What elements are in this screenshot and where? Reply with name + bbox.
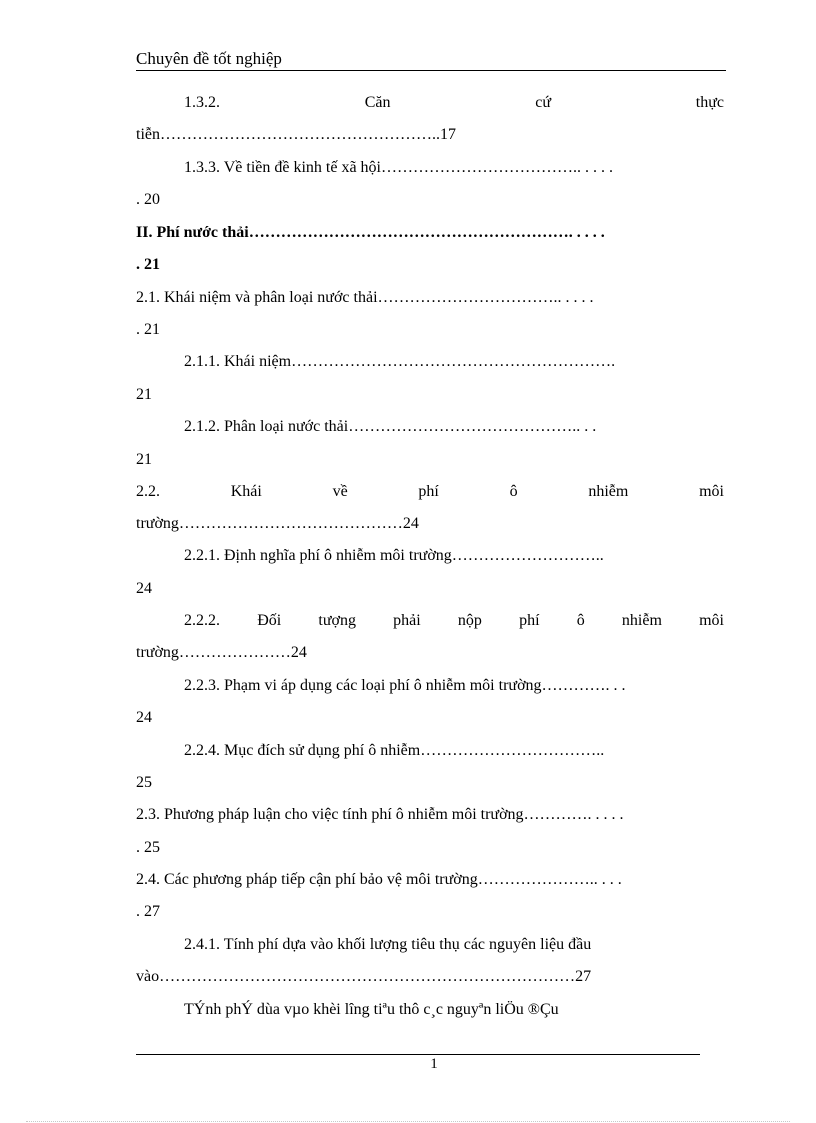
toc-entry-page: 24 xyxy=(136,709,152,726)
toc-text: môi xyxy=(699,612,724,629)
toc-text: phải xyxy=(393,612,421,629)
page-number: 1 xyxy=(430,1056,438,1072)
toc-entry-page: 25 xyxy=(136,774,152,791)
toc-text: tượng xyxy=(318,612,356,629)
toc-text: 2.2.2. xyxy=(184,612,220,629)
toc-text: phí xyxy=(519,612,540,629)
toc-text: về xyxy=(332,483,348,500)
toc-entry-2-3: 2.3. Phương pháp luận cho việc tính phí ô nhiễm môi trường…………. . . . . xyxy=(136,806,624,823)
toc-text: môi xyxy=(699,483,724,500)
page-edge-divider xyxy=(26,1121,790,1122)
toc-entry-1-3-3: 1.3.3. Về tiền đề kinh tế xã hội……………………………….. . . . . xyxy=(184,159,613,176)
toc-entry-2-2-1: 2.2.1. Định nghĩa phí ô nhiễm môi trường……………………….. xyxy=(184,547,604,564)
toc-entry-page: . 27 xyxy=(136,903,160,920)
toc-text: Căn xyxy=(364,94,391,111)
toc-text: cứ xyxy=(535,94,552,111)
toc-entry-1-3-2 xyxy=(184,91,724,115)
toc-text: 1.3.2. xyxy=(184,94,220,111)
toc-text: thực xyxy=(695,94,724,111)
header-rule xyxy=(136,70,726,71)
toc-entry-continuation: trường…………………24 xyxy=(136,644,307,661)
toc-entry-page: . 21 xyxy=(136,256,160,273)
toc-entry-page: . 25 xyxy=(136,839,160,856)
toc-entry-page: . 21 xyxy=(136,321,160,338)
toc-text: Đối xyxy=(257,612,282,629)
toc-text: nhiễm xyxy=(588,483,629,500)
toc-entry-2-1-2: 2.1.2. Phân loại nước thải…………………………………….. . . xyxy=(184,418,597,435)
toc-entry-continuation: vào……………………………………………………………………27 xyxy=(136,968,592,985)
toc-entry-2-4: 2.4. Các phương pháp tiếp cận phí bảo vệ môi trường………………….. . . . xyxy=(136,871,622,888)
toc-entry-2-2-2 xyxy=(184,609,724,633)
toc-section-ii: II. Phí nước thải……………………………………………………. . . . . xyxy=(136,224,605,241)
toc-text: 2.2. xyxy=(136,483,160,500)
toc-text: nộp xyxy=(457,612,482,629)
toc-entry-2-2-3: 2.2.3. Phạm vi áp dụng các loại phí ô nhiễm môi trường…………. . . xyxy=(184,677,626,694)
toc-text: phí xyxy=(418,483,439,500)
toc-text: Khái xyxy=(230,483,262,500)
footer-rule xyxy=(136,1054,700,1055)
document-header-title: Chuyên đề tốt nghiệp xyxy=(136,49,282,68)
toc-entry-2-1: 2.1. Khái niệm và phân loại nước thải…………………………….. . . . . xyxy=(136,289,594,306)
toc-entry-page: . 20 xyxy=(136,191,160,208)
toc-entry-page: 24 xyxy=(136,580,152,597)
toc-entry-2-2-4: 2.2.4. Mục đích sử dụng phí ô nhiễm…………………………….. xyxy=(184,742,605,759)
toc-entry-page: 21 xyxy=(136,386,152,403)
toc-entry-2-4-1: 2.4.1. Tính phí dựa vào khối lượng tiêu thụ các nguyên liệu đầu xyxy=(184,936,592,953)
toc-text: ô xyxy=(576,612,585,629)
toc-entry-2-2 xyxy=(136,480,724,504)
toc-entry-legacy-encoding: TÝnh phÝ dùa vµo khèi lîng tiªu thô c¸c nguyªn liÖu ®Çu xyxy=(184,1001,559,1018)
toc-text: ô xyxy=(509,483,518,500)
toc-text: nhiễm xyxy=(621,612,662,629)
toc-entry-page: 21 xyxy=(136,451,152,468)
toc-entry-continuation: tiễn……………………………………………..17 xyxy=(136,126,456,143)
toc-entry-2-1-1: 2.1.1. Khái niệm……………………………………………………. xyxy=(184,353,616,370)
toc-entry-continuation: trường……………………………………24 xyxy=(136,515,419,532)
